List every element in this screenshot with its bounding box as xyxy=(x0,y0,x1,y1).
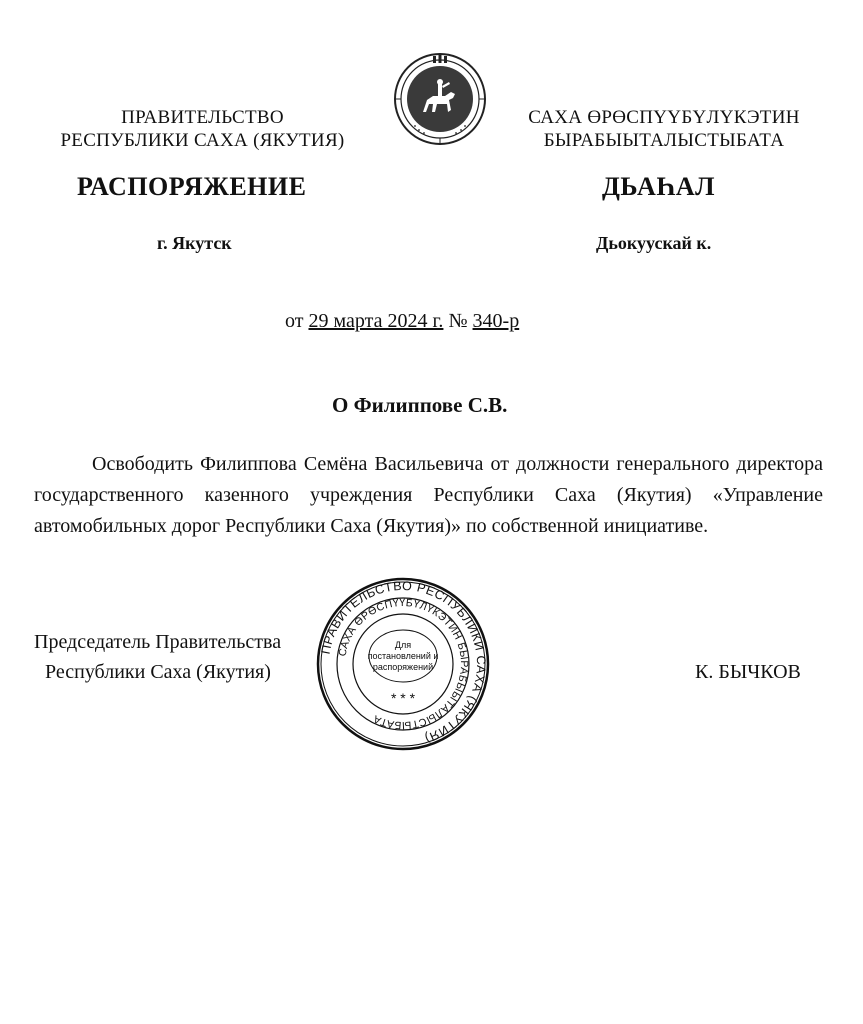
header-right xyxy=(505,106,823,152)
signatory-name: К. БЫЧКОВ xyxy=(695,661,801,683)
header-right-line1: САХА ӨРӨСПҮҮБҮЛҮКЭТИН xyxy=(528,107,800,128)
seal-outer-text: ПРАВИТЕЛЬСТВО РЕСПУБЛИКИ САХА (ЯКУТИЯ) xyxy=(318,578,489,746)
doc-type-left: РАСПОРЯЖЕНИЕ xyxy=(77,172,307,201)
header-left-line2: РЕСПУБЛИКИ САХА (ЯКУТИЯ) xyxy=(60,130,345,151)
seal-stars: * * * xyxy=(390,690,416,706)
seal-center-line2: постановлений и xyxy=(367,651,439,661)
header-left-line1: ПРАВИТЕЛЬСТВО xyxy=(121,107,284,128)
coat-of-arms-icon xyxy=(393,52,487,146)
official-seal-icon xyxy=(316,577,490,751)
document-subject: О Филиппове С.В. xyxy=(332,393,508,417)
header-right-line2: БЫРАБЫЫТАЛЫСТЫБАТА xyxy=(543,130,785,151)
document-body: Освободить Филиппова Семёна Васильевича от должности генерального директора государственного казенного учреждения Республики Саха (Якутия) «Управление автомобильных дорог Республики Саха (Якутия)» по собственной инициативе. xyxy=(34,453,823,537)
seal-center-line1: Для xyxy=(394,640,412,650)
document-number: 340-р xyxy=(472,310,520,332)
header-left xyxy=(40,106,365,152)
city-left: г. Якутск xyxy=(157,233,232,253)
date-number-line xyxy=(285,310,519,333)
signatory-position xyxy=(34,627,281,687)
seal-inner-text: САХА ӨРӨСПҮҮБҮЛҮКЭТИН БЫРАБЫЫТАЛЫСТЫБАТА xyxy=(336,596,471,732)
number-sign: № xyxy=(448,310,468,332)
city-right: Дьокуускай к. xyxy=(596,233,712,253)
seal-center-line3: распоряжений xyxy=(372,662,434,672)
date-prefix: от xyxy=(285,310,304,332)
doc-type-right: ДЬАҺАЛ xyxy=(602,172,715,201)
document-date: 29 марта 2024 г. xyxy=(308,310,444,332)
signatory-position-line1: Председатель Правительства xyxy=(34,631,282,653)
signatory-position-line2: Республики Саха (Якутия) xyxy=(45,661,271,683)
